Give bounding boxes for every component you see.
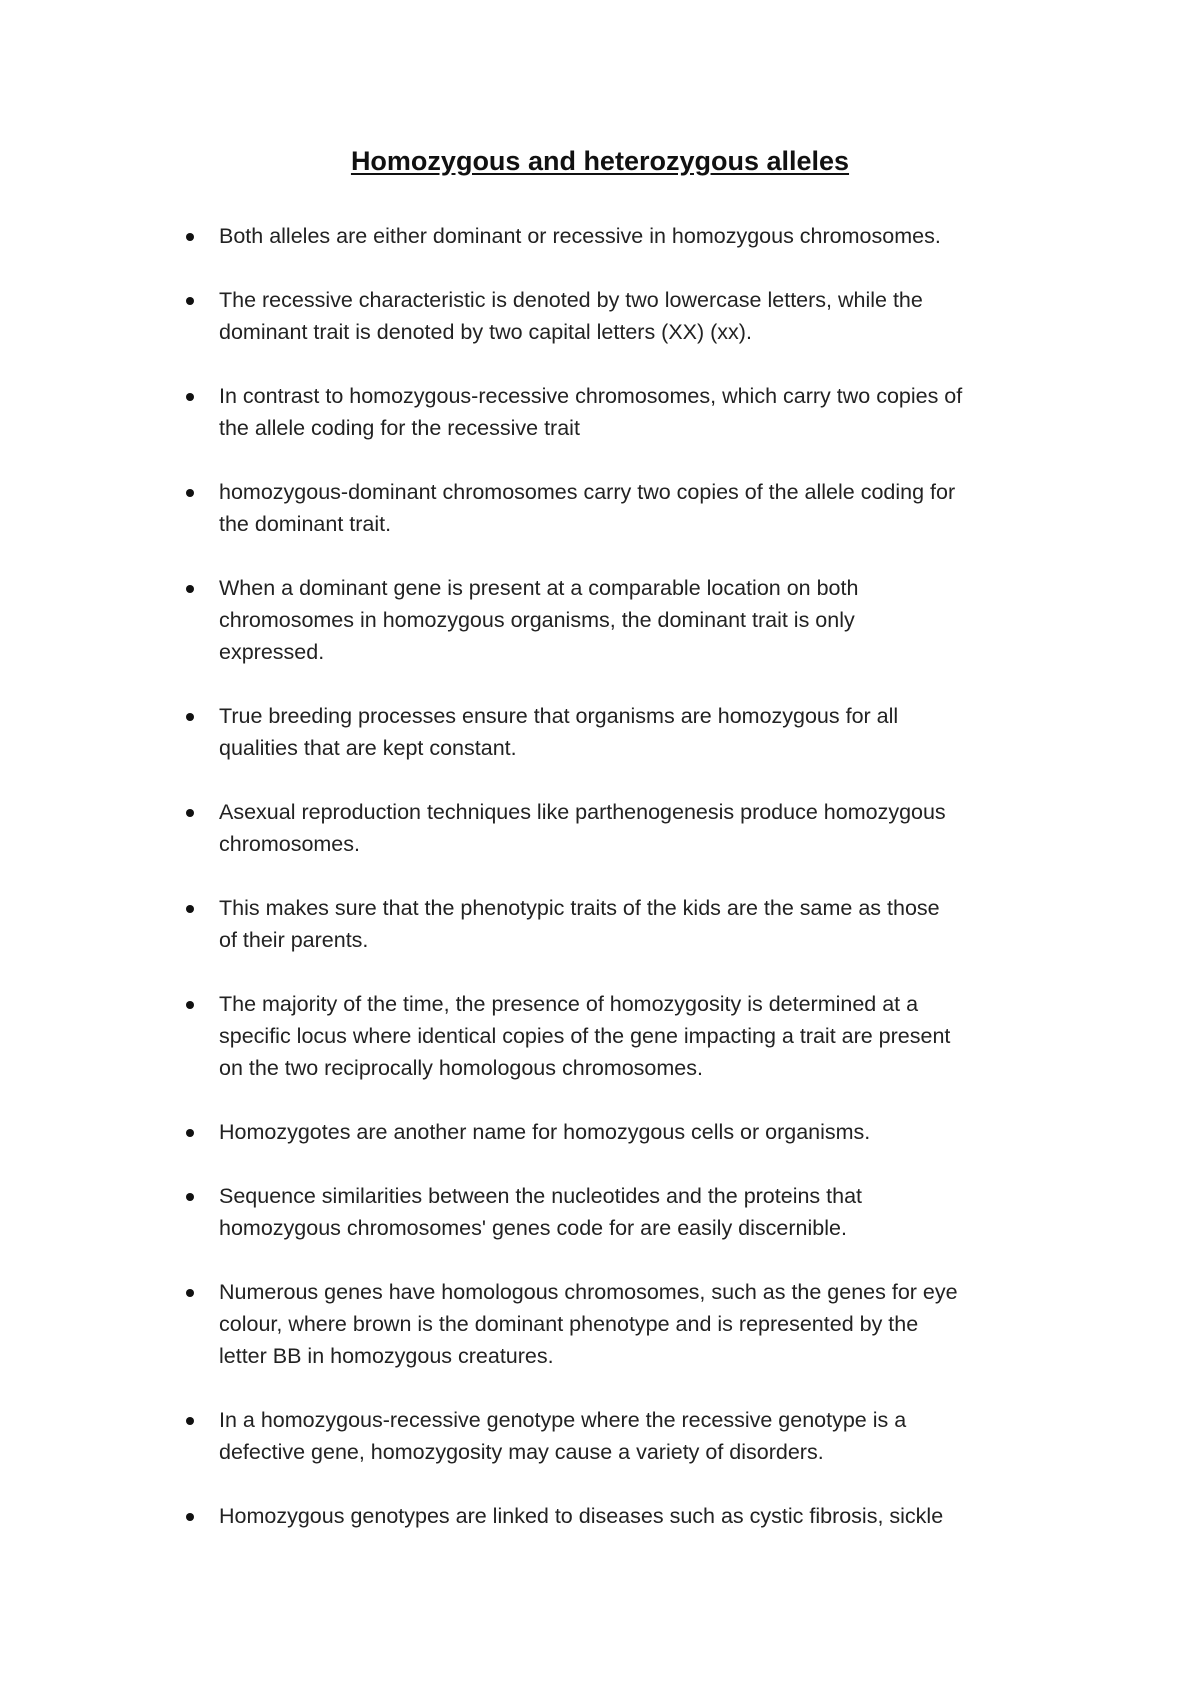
bullet-item [178, 284, 1078, 348]
bullet-item [178, 700, 1078, 764]
bullet-item [178, 988, 1078, 1084]
bullet-item [178, 1500, 1078, 1532]
document-title: Homozygous and heterozygous alleles [350, 146, 850, 176]
bullet-text: The recessive characteristic is denoted by two lowercase letters, while the dominant trait is denoted by two capital letters (XX) (xx). [219, 288, 923, 344]
bullet-text: In a homozygous-recessive genotype where the recessive genotype is a defective gene, homozygosity may cause a variety of disorders. [219, 1408, 907, 1464]
bullet-item [178, 572, 1078, 668]
bullet-dot-icon [186, 585, 194, 593]
bullet-text: Numerous genes have homologous chromosomes, such as the genes for eye colour, where brown is the dominant phenotype and is represented by the letter BB in homozygous creatures. [219, 1280, 958, 1368]
bullet-text: True breeding processes ensure that organisms are homozygous for all qualities that are kept constant. [219, 704, 899, 760]
bullet-list [178, 220, 1078, 1564]
bullet-dot-icon [186, 393, 194, 401]
bullet-text: Both alleles are either dominant or recessive in homozygous chromosomes. [219, 224, 941, 248]
bullet-dot-icon [186, 713, 194, 721]
bullet-text: In contrast to homozygous-recessive chromosomes, which carry two copies of the allele coding for the recessive trait [219, 384, 963, 440]
bullet-item [178, 892, 1078, 956]
bullet-dot-icon [186, 809, 194, 817]
bullet-text: Homozygous genotypes are linked to diseases such as cystic fibrosis, sickle [219, 1504, 944, 1528]
bullet-item [178, 476, 1078, 540]
bullet-dot-icon [186, 1001, 194, 1009]
bullet-text: Homozygotes are another name for homozygous cells or organisms. [219, 1120, 871, 1144]
bullet-text: When a dominant gene is present at a comparable location on both chromosomes in homozygous organisms, the dominant trait is only expressed. [219, 576, 859, 664]
bullet-text: homozygous-dominant chromosomes carry two copies of the allele coding for the dominant trait. [219, 480, 956, 536]
bullet-item [178, 1276, 1078, 1372]
bullet-dot-icon [186, 905, 194, 913]
bullet-item [178, 1116, 1078, 1148]
bullet-item [178, 380, 1078, 444]
bullet-dot-icon [186, 1513, 194, 1521]
bullet-text: Sequence similarities between the nucleotides and the proteins that homozygous chromosomes' genes code for are easily discernible. [219, 1184, 863, 1240]
bullet-item [178, 796, 1078, 860]
bullet-item [178, 220, 1078, 252]
bullet-dot-icon [186, 297, 194, 305]
bullet-dot-icon [186, 1417, 194, 1425]
bullet-text: The majority of the time, the presence of homozygosity is determined at a specific locus where identical copies of the gene impacting a trait are present on the two reciprocally homologous chromosomes. [219, 992, 951, 1080]
bullet-text: This makes sure that the phenotypic traits of the kids are the same as those of their parents. [219, 896, 940, 952]
bullet-dot-icon [186, 1129, 194, 1137]
bullet-text: Asexual reproduction techniques like parthenogenesis produce homozygous chromosomes. [219, 800, 946, 856]
bullet-dot-icon [186, 489, 194, 497]
bullet-item [178, 1404, 1078, 1468]
bullet-dot-icon [186, 1193, 194, 1201]
bullet-dot-icon [186, 1289, 194, 1297]
bullet-item [178, 1180, 1078, 1244]
bullet-dot-icon [186, 233, 194, 241]
